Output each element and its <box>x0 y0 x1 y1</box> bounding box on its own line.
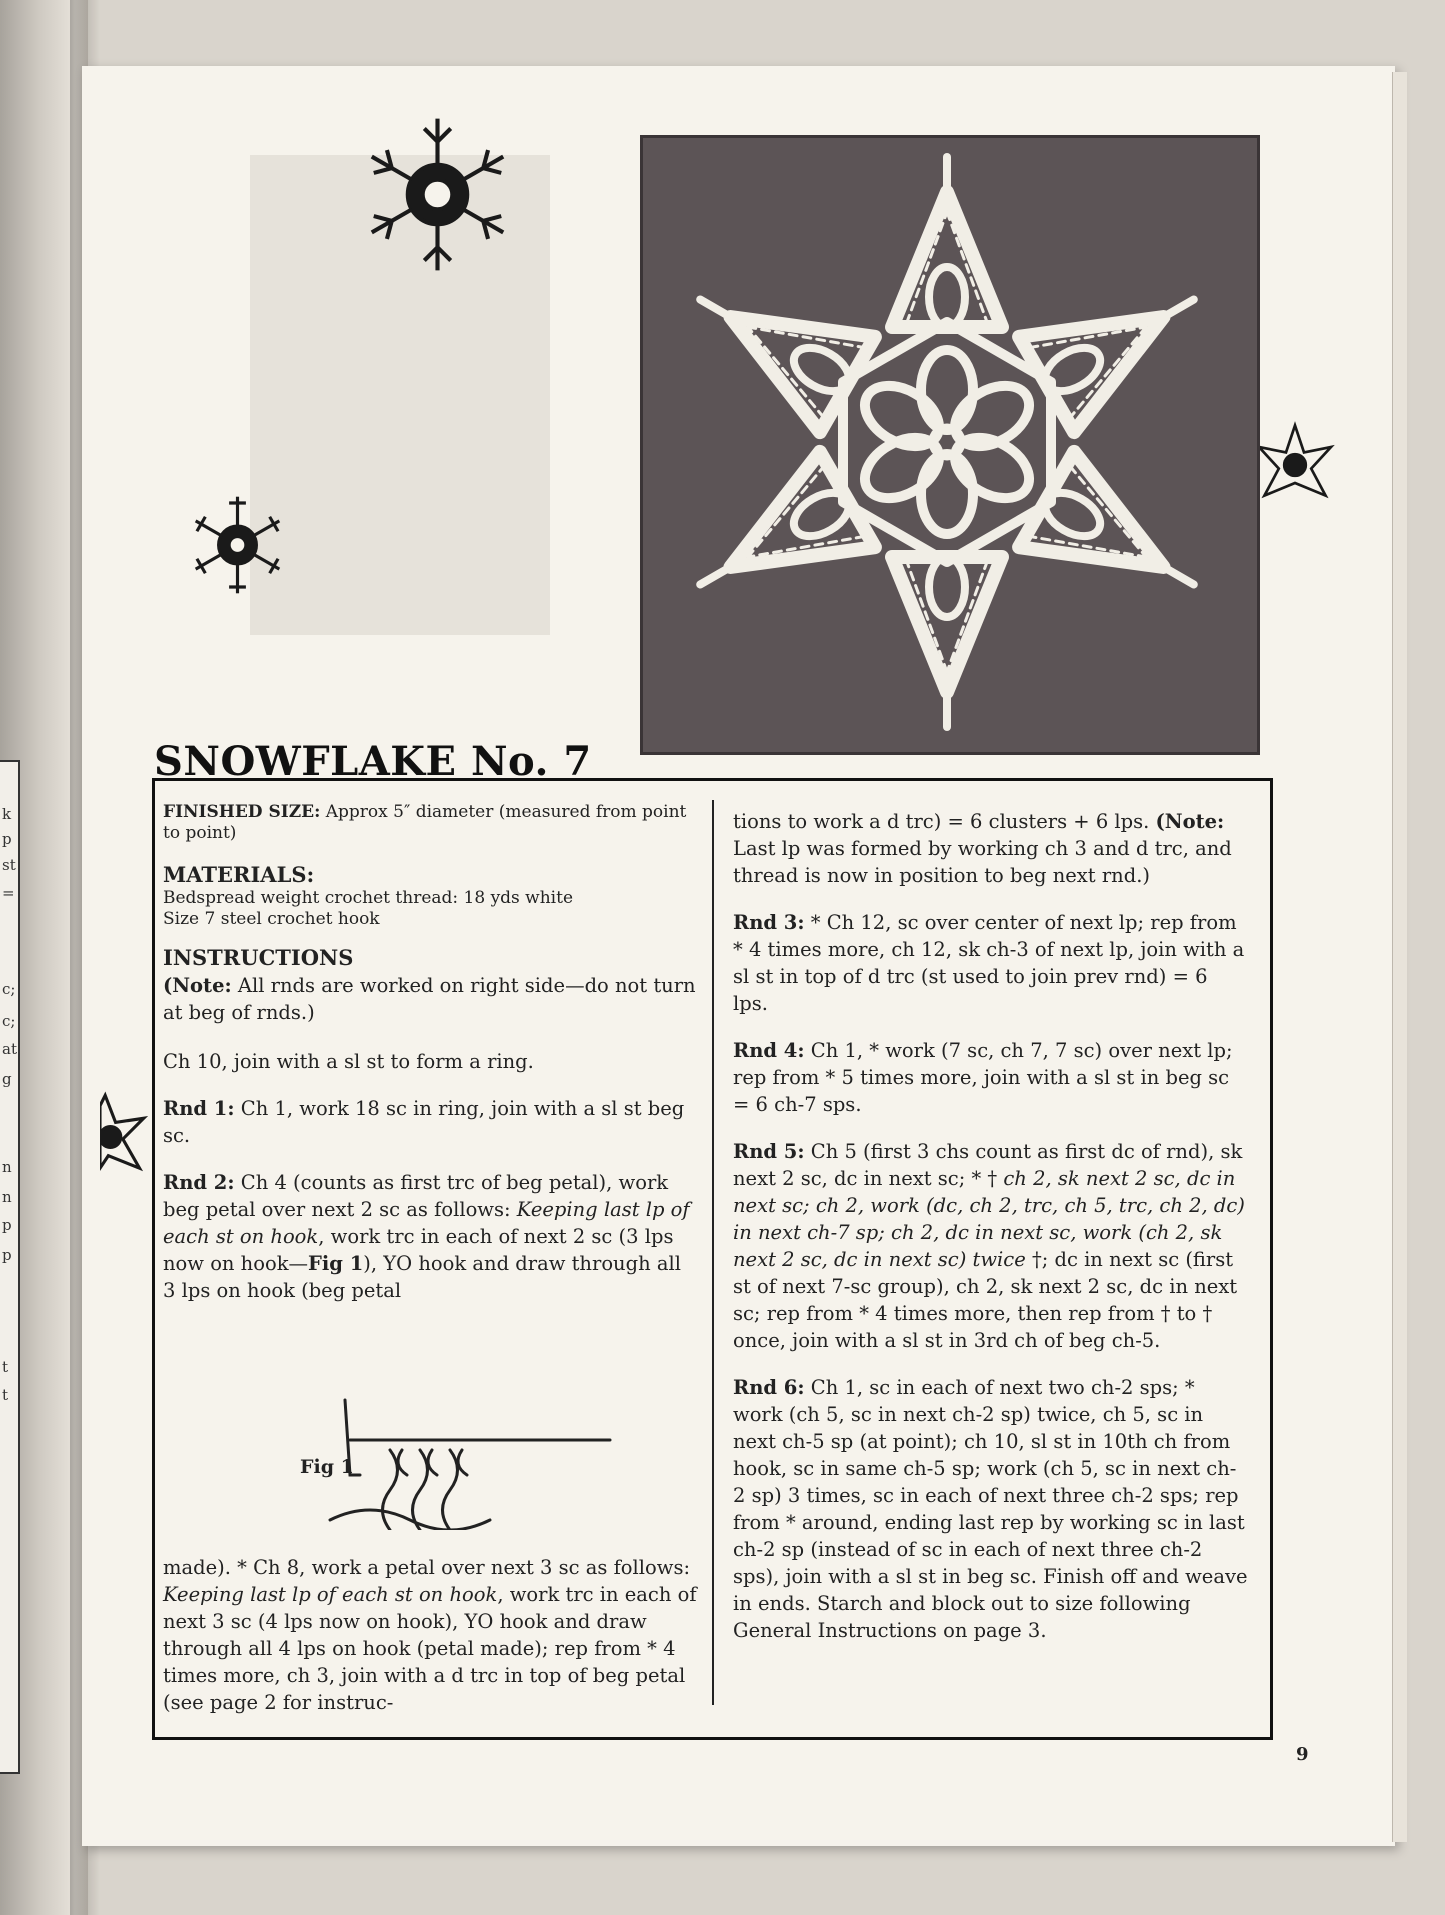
left-page-fragment: n <box>2 1158 12 1176</box>
materials-line: Bedspread weight crochet thread: 18 yds white <box>163 888 574 908</box>
round-6-text: Ch 1, sc in each of next two ch-2 sps; * work (ch 5, sc in next ch-2 sp) twice, ch 5, sc in next ch-5 sp (at point); ch 10, sl st in 10th ch from hook, sc in same ch-5 sp; work (ch 5, sc in next ch-2 sp) 3 times, sc in each of next three ch-2 sps; rep from * around, ending last rep by working sc in last ch-2 sp (instead of sc in each of next three ch-2 sps), join with a sl st in beg sc. Finish off and weave in ends. Starch and block out to size following General Instructions on page 3. <box>733 1376 1248 1642</box>
note-text: All rnds are worked on right side—do not turn at beg of rnds.) <box>163 974 696 1024</box>
left-page-fragment: c; <box>2 980 16 998</box>
figure-1-label: Fig 1 <box>300 1456 354 1478</box>
instructions-intro <box>163 944 698 1026</box>
round-5-text: Ch 5 (first 3 chs count as first dc of rnd), sk next 2 sc, dc in next sc; * † <box>733 1140 1243 1190</box>
left-page-fragment: t <box>2 1386 9 1404</box>
round-1 <box>163 1095 698 1149</box>
left-page-fragment: k <box>2 805 12 823</box>
column-divider <box>712 800 714 1705</box>
snowflake-photo <box>640 135 1260 755</box>
figure-reference: Fig 1 <box>308 1252 364 1275</box>
round-3 <box>733 909 1248 1017</box>
round-2-text: , work trc in each of next 2 sc (3 lps now on hook— <box>163 1225 674 1275</box>
page-number: 9 <box>1296 1744 1309 1765</box>
snowflake-decoration-icon <box>100 1082 152 1192</box>
pattern-title: SNOWFLAKE No. 7 <box>150 738 598 786</box>
stitch-loops <box>383 1450 468 1530</box>
round-6 <box>733 1374 1248 1644</box>
round-4-label: Rnd 4: <box>733 1039 805 1062</box>
finished-size-label: FINISHED SIZE: <box>163 802 321 822</box>
instructions-column-left-continued <box>163 1554 698 1736</box>
round-2-italic: Keeping last lp of each st on hook <box>163 1583 498 1606</box>
snowflake-decoration-icon <box>185 490 290 600</box>
page-edge <box>1392 72 1407 1842</box>
finished-size-text: Approx 5″ diameter (measured from point to point) <box>163 802 687 843</box>
finished-size <box>163 802 698 844</box>
left-page-fragment: c; <box>2 1012 16 1030</box>
left-page-fragment: p <box>2 1246 12 1264</box>
round-1-text: Ch 1, work 18 sc in ring, join with a sl st beg sc. <box>163 1097 685 1147</box>
round-2 <box>163 1169 698 1304</box>
snowflake-decoration-icon <box>355 112 520 277</box>
start-step: Ch 10, join with a sl st to form a ring. <box>163 1050 534 1073</box>
materials-heading: MATERIALS: <box>163 862 315 887</box>
round-3-text: * Ch 12, sc over center of next lp; rep from * 4 times more, ch 12, sk ch-3 of next lp, join with a sl st in top of d trc (st used to join prev rnd) = 6 lps. <box>733 911 1245 1015</box>
instructions-heading: INSTRUCTIONS <box>163 945 354 970</box>
round-3-label: Rnd 3: <box>733 911 805 934</box>
left-page-fragment: at <box>2 1040 17 1058</box>
crochet-snowflake-image <box>643 138 1251 746</box>
round-2-end-text: tions to work a d trc) = 6 clusters + 6 lps. <box>733 810 1156 833</box>
round-2-continued <box>163 1554 698 1716</box>
round-4 <box>733 1037 1248 1118</box>
round-2-text: ), YO hook and draw through all 3 lps on hook (beg petal <box>163 1252 681 1302</box>
round-5-italic: ch 2, sk next 2 sc, dc in next sc; ch 2, work (dc, ch 2, trc, ch 5, trc, ch 2, dc) in next ch-7 sp; ch 2, dc in next sc, work (ch 2, sk next 2 sc, dc in next sc) twice <box>733 1167 1245 1271</box>
left-page-fragment: n <box>2 1188 12 1206</box>
note-label: (Note: <box>1155 810 1225 833</box>
left-page-text-strip <box>0 760 20 1774</box>
left-page-fragment: = <box>2 884 15 902</box>
left-page-fragment: p <box>2 830 12 848</box>
round-2-text: , work trc in each of next 3 sc (4 lps now on hook), YO hook and draw through all 4 lps on hook (petal made); rep from * 4 times more, ch 3, join with a d trc in top of beg petal (see page 2 for instruc- <box>163 1583 697 1714</box>
round-2-label: Rnd 2: <box>163 1171 235 1194</box>
round-5 <box>733 1138 1248 1354</box>
round-2-italic: Keeping last lp of each st on hook <box>163 1198 690 1248</box>
round-1-label: Rnd 1: <box>163 1097 235 1120</box>
materials-line: Size 7 steel crochet hook <box>163 909 380 929</box>
note-label: (Note: <box>163 974 232 997</box>
instructions-column-right <box>733 808 1248 1664</box>
materials <box>163 864 698 930</box>
round-4-text: Ch 1, * work (7 sc, ch 7, 7 sc) over next lp; rep from * 5 times more, join with a sl st in beg sc = 6 ch-7 sps. <box>733 1039 1233 1116</box>
round-2-end <box>733 808 1248 889</box>
left-page-fragment: t <box>2 1358 9 1376</box>
round-2-text: Ch 4 (counts as first trc of beg petal), work beg petal over next 2 sc as follows: <box>163 1171 669 1221</box>
note-text: Last lp was formed by working ch 3 and d trc, and thread is now in position to beg next rnd.) <box>733 837 1232 887</box>
round-5-text: †; dc in next sc (first st of next 7-sc group), ch 2, sk next 2 sc, dc in next sc; rep from * 4 times more, then rep from † to † once, join with a sl st in 3rd ch of beg ch-5. <box>733 1248 1238 1352</box>
figure-1-illustration <box>290 1380 620 1530</box>
round-6-label: Rnd 6: <box>733 1376 805 1399</box>
round-2-text: made). * Ch 8, work a petal over next 3 sc as follows: <box>163 1556 691 1579</box>
snowflake-decoration-icon <box>1250 410 1340 520</box>
left-page-fragment: g <box>2 1070 12 1088</box>
round-5-label: Rnd 5: <box>733 1140 805 1163</box>
left-page-fragment: p <box>2 1216 12 1234</box>
instructions-column-left <box>163 802 698 1324</box>
left-page-fragment: st <box>2 856 16 874</box>
